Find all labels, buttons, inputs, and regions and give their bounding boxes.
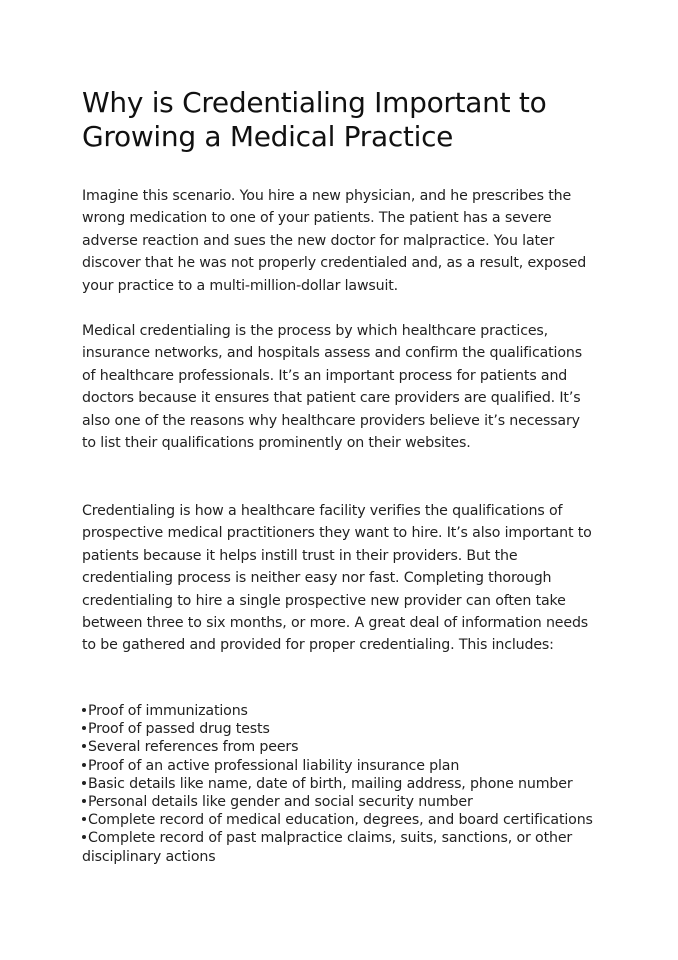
bullet-icon — [82, 817, 86, 821]
list-item: Complete record of medical education, degrees, and board certifications — [82, 811, 602, 829]
list-item: Proof of passed drug tests — [82, 720, 602, 738]
bullet-icon — [82, 744, 86, 748]
definition-paragraph: Medical credentialing is the process by which healthcare practices, insurance networks, and hospitals assess and confirm the qualifications of healthcare professionals. It’s an important process for patients and doctors because it ensures that patient care providers are qualified. It’s also one of the reasons why healthcare providers believe it’s necessary to list their qualifications prominently on their websites. — [82, 323, 582, 452]
process-paragraph: Credentialing is how a healthcare facility verifies the qualifications of prospective medical practitioners they want to hire. It’s also important to patients because it helps instill trust in their providers. But the credentialing process is neither easy nor fast. Completing thorough credentialing to hire a single prospective new provider can often take between three to six months, or more. A great deal of information needs to be gathered and provided for proper credentialing. This includes: — [82, 503, 592, 654]
bullet-icon — [82, 781, 86, 785]
list-item: Personal details like gender and social security number — [82, 793, 602, 811]
list-item: Basic details like name, date of birth, mailing address, phone number — [82, 775, 602, 793]
page-title: Why is Credentialing Important to Growing a Medical Practice — [82, 86, 547, 153]
list-item: Proof of immunizations — [82, 702, 602, 720]
bullet-icon — [82, 835, 86, 839]
bullet-icon — [82, 708, 86, 712]
bullet-icon — [82, 763, 86, 767]
bullet-icon — [82, 726, 86, 730]
list-item: Several references from peers — [82, 738, 602, 756]
list-item: Proof of an active professional liability insurance plan — [82, 757, 602, 775]
requirements-list — [82, 702, 602, 866]
list-item: Complete record of past malpractice claims, suits, sanctions, or other disciplinary actions — [82, 830, 573, 865]
bullet-icon — [82, 799, 86, 803]
intro-paragraph: Imagine this scenario. You hire a new physician, and he prescribes the wrong medication to one of your patients. The patient has a severe adverse reaction and sues the new doctor for malpractice. You later discover that he was not properly credentialed and, as a result, exposed your practice to a multi-million-dollar lawsuit. — [82, 188, 587, 294]
